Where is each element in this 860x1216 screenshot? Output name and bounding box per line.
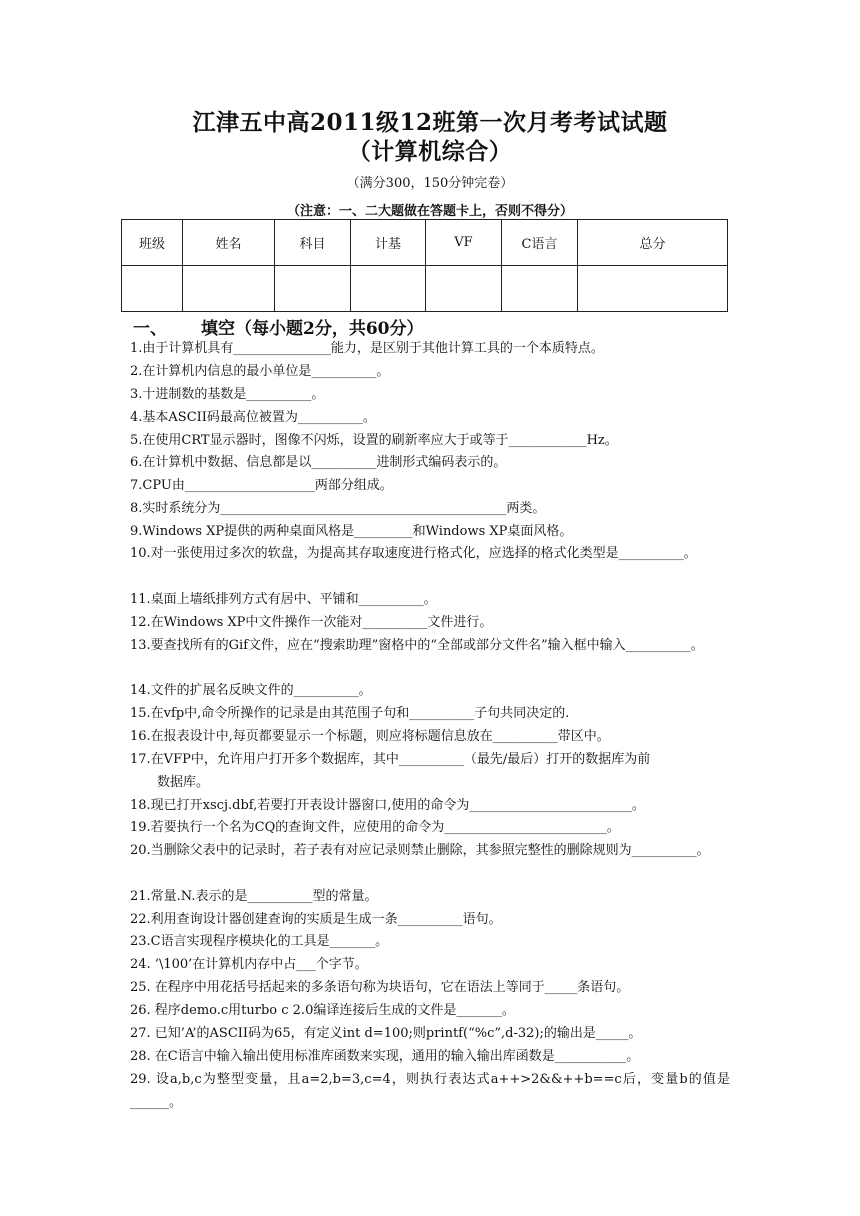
question-4: 4.基本ASCII码最高位被置为__________。 <box>130 410 376 425</box>
question-17-continued: 数据库。 <box>157 775 210 790</box>
question-28: 28. 在C语言中输入输出使用标准库函数来实现，通用的输入输出库函数是___________。 <box>130 1049 640 1064</box>
blank-cell <box>183 266 275 312</box>
score-table <box>121 219 728 312</box>
header-cell-total: 总分 <box>578 220 728 266</box>
question-21: 21.常量.N.表示的是__________型的常量。 <box>130 889 378 904</box>
question-12: 12.在Windows XP中文件操作一次能对__________文件进行。 <box>130 615 493 630</box>
header-cell-class: 班级 <box>122 220 183 266</box>
question-15: 15.在vfp中,命令所操作的记录是由其范围子句和__________子句共同决定的. <box>130 706 570 721</box>
blank-cell <box>502 266 578 312</box>
question-22: 22.利用查询设计器创建查询的实质是生成一条__________语句。 <box>130 912 502 927</box>
blank-cell <box>275 266 351 312</box>
blank-cell <box>426 266 502 312</box>
question-14: 14.文件的扩展名反映文件的__________。 <box>130 683 372 698</box>
question-11: 11.桌面上墙纸排列方式有居中、平铺和__________。 <box>130 592 437 607</box>
exam-note: （注意：一、二大题做在答题卡上，否则不得分） <box>286 204 573 219</box>
score-table-blank-row <box>122 266 728 312</box>
exam-title: 江津五中高2011级12班第一次月考考试试题 <box>192 109 668 136</box>
question-23: 23.C语言实现程序模块化的工具是_______。 <box>130 934 389 949</box>
question-24: 24. ‘\100’在计算机内存中占___个字节。 <box>130 957 368 972</box>
blank-cell <box>351 266 426 312</box>
question-9: 9.Windows XP提供的两种桌面风格是_________和Windows XP桌面风格。 <box>130 524 573 539</box>
question-6: 6.在计算机中数据、信息都是以__________进制形式编码表示的。 <box>130 455 507 470</box>
blank-cell <box>122 266 183 312</box>
header-cell-computer-basics: 计基 <box>351 220 426 266</box>
question-18: 18.现已打开xscj.dbf,若要打开表设计器窗口,使用的命令为_________________________。 <box>130 798 645 813</box>
question-20: 20.当删除父表中的记录时，若子表有对应记录则禁止删除，其参照完整性的删除规则为__________。 <box>130 843 710 858</box>
section-heading <box>133 314 424 339</box>
question-26: 26. 程序demo.c用turbo c 2.0编译连接后生成的文件是_______。 <box>130 1003 515 1018</box>
section-title: 填空（每小题2分，共60分） <box>201 319 424 339</box>
section-number: 一、 <box>133 319 167 339</box>
question-3: 3.十进制数的基数是__________。 <box>130 387 325 402</box>
question-1: 1.由于计算机具有_______________能力，是区别于其他计算工具的一个本质特点。 <box>130 341 604 356</box>
question-5: 5.在使用CRT显示器时，图像不闪烁，设置的刷新率应大于或等于____________Hz。 <box>130 433 618 448</box>
question-29: 29. 设a,b,c为整型变量，且a=2,b=3,c=4，则执行表达式a++>2&&++b==c后，变量b的值是______。 <box>130 1072 730 1110</box>
question-27: 27. 已知’A’的ASCII码为65，有定义int d=100;则printf(“%c”,d-32);的输出是_____。 <box>130 1026 642 1041</box>
question-10: 10.对一张使用过多次的软盘，为提高其存取速度进行格式化，应选择的格式化类型是__________。 <box>130 546 697 561</box>
header-cell-c-language: C语言 <box>502 220 578 266</box>
question-19: 19.若要执行一个名为CQ的查询文件，应使用的命令为_________________________。 <box>130 820 620 835</box>
blank-cell <box>578 266 728 312</box>
question-16: 16.在报表设计中,每页都要显示一个标题，则应将标题信息放在__________带区中。 <box>130 729 610 744</box>
question-13: 13.要查找所有的Gif文件，应在“搜索助理”窗格中的“全部或部分文件名”输入框中输入__________。 <box>130 638 704 653</box>
score-table-header-row <box>122 220 728 266</box>
question-2: 2.在计算机内信息的最小单位是__________。 <box>130 364 390 379</box>
header-cell-subject: 科目 <box>275 220 351 266</box>
question-25: 25. 在程序中用花括号括起来的多条语句称为块语句，它在语法上等同于_____条语句。 <box>130 980 630 995</box>
exam-meta: （满分300，150分钟完卷） <box>346 176 514 191</box>
header-cell-name: 姓名 <box>183 220 275 266</box>
question-7: 7.CPU由____________________两部分组成。 <box>130 478 393 493</box>
question-8: 8.实时系统分为____________________________________________两类。 <box>130 501 546 516</box>
header-cell-vf: VF <box>426 220 502 266</box>
exam-subtitle: （计算机综合） <box>347 138 513 165</box>
question-17: 17.在VFP中，允许用户打开多个数据库，其中__________（最先/最后）打开的数据库为前 <box>130 752 651 767</box>
